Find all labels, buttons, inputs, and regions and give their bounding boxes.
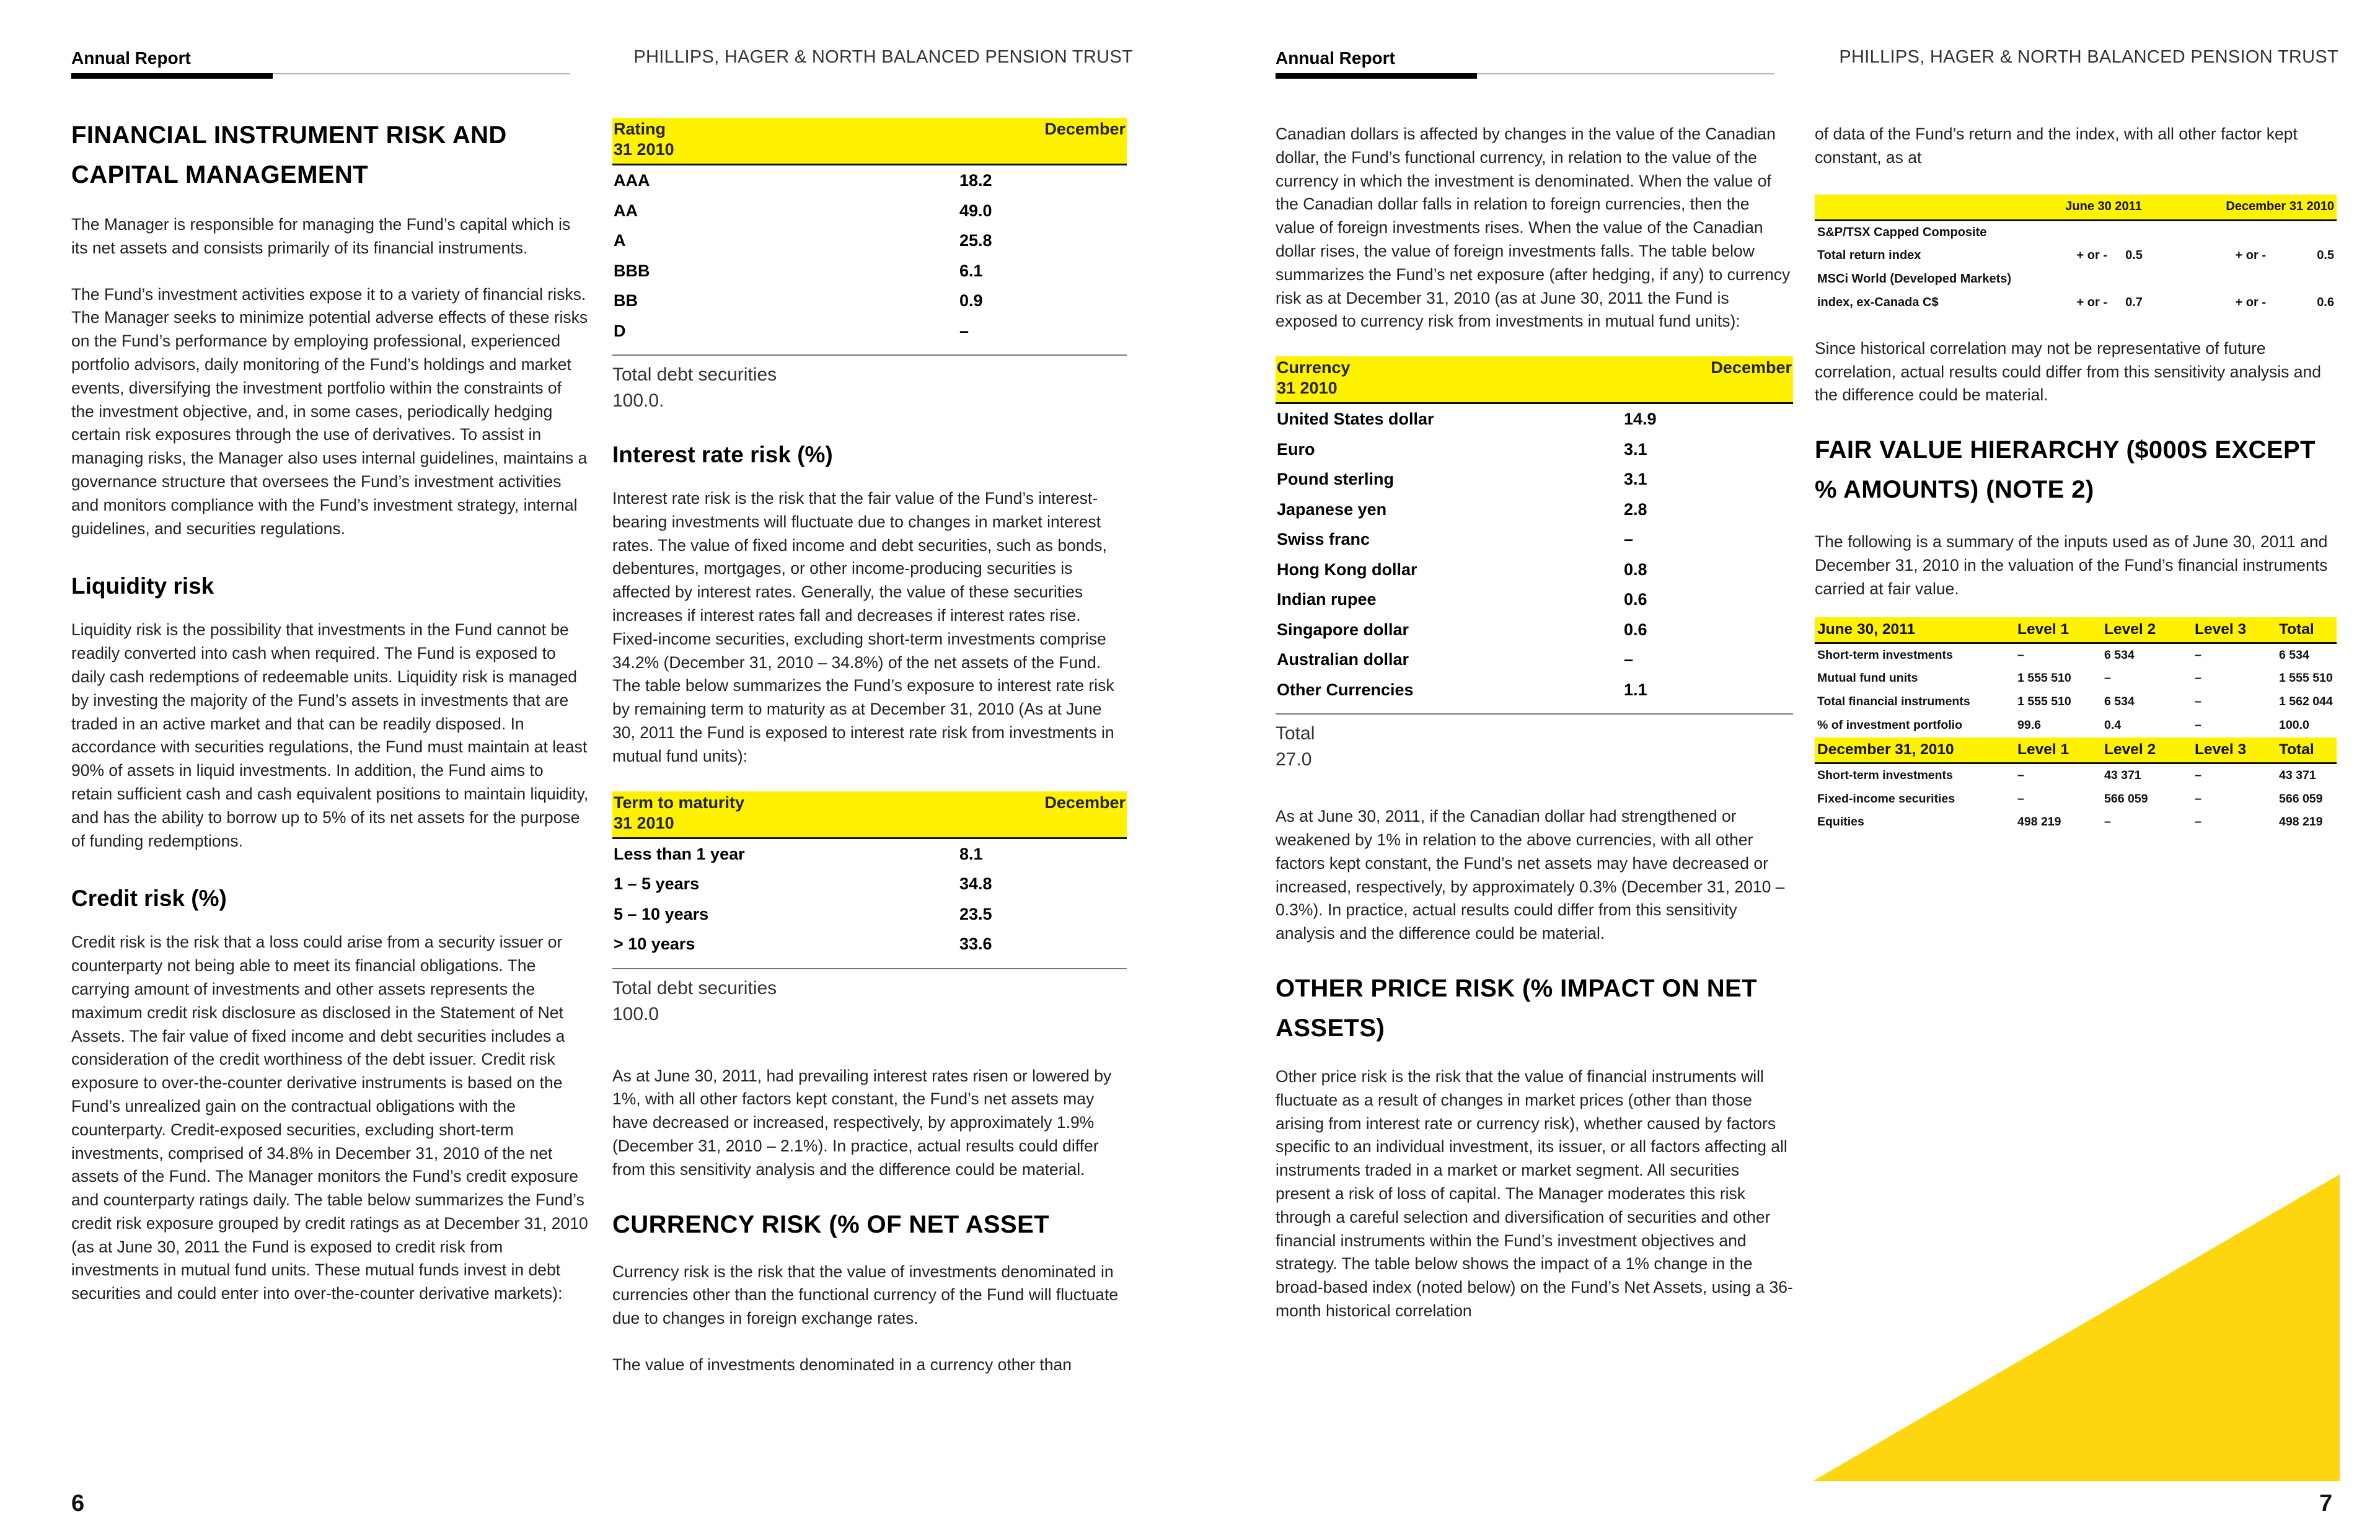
fv-cell: – <box>2195 791 2202 806</box>
index-value <box>2110 220 2158 244</box>
fv-cell: – <box>2104 815 2111 829</box>
fv-june-header <box>1815 617 2337 643</box>
header-rule-thin-left <box>273 73 570 74</box>
rating-value: – <box>959 321 969 340</box>
index-value <box>2268 268 2337 291</box>
fv-cell: 1 555 510 <box>2017 695 2071 709</box>
rating-label: BBB <box>614 261 650 280</box>
table-row <box>1276 584 1793 615</box>
fv-cell: Total financial instruments <box>1817 695 1970 709</box>
rating-value: 6.1 <box>959 261 983 280</box>
currency-header-label: Currency 31 2010 <box>1276 356 1522 403</box>
fv-header-level3: Level 3 <box>2192 617 2276 643</box>
table-row <box>1815 763 2337 787</box>
fv-header-total: Total <box>2276 737 2337 763</box>
table-end-rule <box>612 346 1127 355</box>
fv-cell: – <box>2195 671 2202 685</box>
index-pm <box>2158 268 2268 291</box>
table-row <box>1276 495 1793 525</box>
index-value: 0.5 <box>2317 249 2334 263</box>
table-row <box>612 929 1127 959</box>
table-end-rule <box>1276 705 1793 714</box>
currency-value: 14.9 <box>1624 410 1657 429</box>
column-1 <box>71 115 589 1329</box>
currency-label: Pound sterling <box>1277 470 1394 489</box>
header-rule-thick-right <box>1276 73 1477 79</box>
table-row <box>612 256 1127 286</box>
table-row <box>1815 220 2337 244</box>
fv-cell: 43 371 <box>2104 768 2141 782</box>
paragraph-index-intro: of data of the Fund’s return and the index, with all other factor kept constant, as at <box>1815 125 2298 167</box>
fv-dec-title: December 31, 2010 <box>1815 737 2015 763</box>
paragraph-interest: Interest rate risk is the risk that the fair value of the Fund’s interest-bearing investments will fluctuate due to changes in market interest rates. The value of fixed income and debt securities, such as bonds, debentures, mortgages, or other income-producing securities is affected by interest rates. Generally, the value of these securities increases if interest rates fall and decreases if interest rates rise. Fixed-income securities, excluding short-term investments comprise 34.2% (December 31, 2010 – 34.8%) of the net assets of the Fund. The table below summarizes the Fund’s exposure to interest rate risk by remaining term to maturity as at December 31, 2010 (As at June 30, 2011 the Fund is exposed to interest rate risk from investments in mutual fund units): <box>612 489 1114 765</box>
index-table-header <box>1815 195 2337 221</box>
paragraph-intro-2: The Fund’s investment activities expose it to a variety of financial risks. The Manager seeks to minimize potential adverse effects of these risks on the Fund’s performance by employing professional, experienced portfolio advisors, daily monitoring of the Fund’s holdings and market events, diversifying the investment portfolio within the constraints of the investment objective, and, in some cases, periodically hedging certain risk exposures through the use of derivatives. To assist in managing risks, the Manager also uses internal guidelines, maintains a governance structure that oversees the Fund’s investment activities and monitors compliance with the Fund’s investment strategy, internal guidelines, and securities regulations. <box>71 284 588 538</box>
currency-label: United States dollar <box>1277 410 1434 429</box>
table-row <box>612 286 1127 316</box>
rating-total-value: 100.0. <box>612 390 664 411</box>
rating-label: AAA <box>614 171 650 190</box>
table-row <box>1276 524 1793 555</box>
fv-cell: – <box>2195 648 2202 662</box>
rating-value: 49.0 <box>959 201 992 220</box>
index-value: 0.5 <box>2125 249 2143 263</box>
currency-label: Singapore dollar <box>1277 620 1409 639</box>
currency-value: 1.1 <box>1624 680 1647 699</box>
index-pm: + or - <box>2235 249 2266 263</box>
heading-fair-value-hierarchy: FAIR VALUE HIERARCHY ($000S EXCEPT % AMOUNTS) (NOTE 2) <box>1815 436 2316 504</box>
header-annual-report-right: Annual Report <box>1276 48 1395 68</box>
rating-total-label: Total debt securities <box>612 364 777 385</box>
column-3 <box>1276 123 1793 1346</box>
term-table-header <box>612 791 1127 838</box>
fair-value-table <box>1815 617 2337 835</box>
table-row <box>1815 291 2337 315</box>
term-value: 23.5 <box>959 904 992 923</box>
fv-header-total: Total <box>2276 617 2337 643</box>
table-row <box>1276 434 1793 465</box>
index-label: S&P/TSX Capped Composite <box>1817 225 1987 239</box>
fv-cell: – <box>2195 695 2202 709</box>
header-annual-report-left: Annual Report <box>71 48 191 68</box>
fv-header-level3: Level 3 <box>2192 737 2276 763</box>
index-pm: + or - <box>2076 295 2107 309</box>
heading-currency-risk: CURRENCY RISK (% OF NET ASSET <box>612 1210 1049 1238</box>
fv-cell: 566 059 <box>2104 791 2148 806</box>
term-value: 8.1 <box>959 844 983 863</box>
currency-label: Hong Kong dollar <box>1277 560 1417 579</box>
index-value: 0.7 <box>2125 295 2143 309</box>
page-number-left: 6 <box>71 1490 85 1516</box>
fv-header-level2: Level 2 <box>2102 617 2192 643</box>
table-row <box>612 226 1127 256</box>
fv-cell: – <box>2195 768 2202 782</box>
table-row <box>1276 404 1793 434</box>
table-row <box>1276 464 1793 495</box>
fv-cell: – <box>2104 671 2111 685</box>
paragraph-currency-2: The value of investments denominated in a currency other than <box>612 1355 1072 1374</box>
table-row <box>1815 690 2337 714</box>
currency-value: 3.1 <box>1624 439 1647 459</box>
currency-label: Swiss franc <box>1277 530 1370 549</box>
currency-label: Japanese yen <box>1277 499 1387 519</box>
table-row <box>612 316 1127 346</box>
index-value <box>2268 220 2337 244</box>
index-value <box>2110 268 2158 291</box>
fv-cell: Fixed-income securities <box>1817 791 1955 806</box>
paragraph-other-price: Other price risk is the risk that the value of financial instruments will fluctuate as a result of changes in market prices (other than those arising from interest rate or currency risk), whether caused by factors specific to an individual investment, its issuer, or all factors affecting all instruments traded in a market or market segment. All securities present a risk of loss of capital. The Manager moderates this risk through a careful selection and diversification of securities and other financial instruments within the Fund’s investment objectives and strategy. The table below shows the impact of a 1% change in the broad-based index (noted below) on the Fund’s Net Assets, using a 36-month historical correlation <box>1276 1067 1793 1320</box>
currency-label: Other Currencies <box>1277 680 1414 699</box>
page-number-right: 7 <box>2319 1490 2333 1516</box>
currency-value: 0.8 <box>1624 560 1647 579</box>
index-label: Total return index <box>1817 249 1921 263</box>
table-row <box>612 869 1127 899</box>
rating-value: 18.2 <box>959 171 992 190</box>
fv-cell: % of investment portfolio <box>1817 718 1962 732</box>
index-value: 0.6 <box>2317 295 2334 309</box>
table-end-rule <box>612 959 1127 969</box>
rating-label: D <box>614 321 626 340</box>
currency-table-body <box>1276 404 1793 715</box>
fv-cell: – <box>2195 815 2202 829</box>
table-row <box>1815 714 2337 737</box>
column-4 <box>1815 123 2337 834</box>
fv-cell: 6 534 <box>2104 648 2135 662</box>
table-row <box>1276 675 1793 705</box>
currency-value: 0.6 <box>1624 590 1647 609</box>
currency-value: 0.6 <box>1624 620 1647 639</box>
term-header-label: Term to maturity 31 2010 <box>612 791 929 838</box>
fv-cell: 1 555 510 <box>2017 671 2071 685</box>
term-header-december: December <box>929 791 1127 838</box>
fv-cell: 43 371 <box>2279 768 2316 782</box>
index-header-june: June 30 2011 <box>2049 195 2158 221</box>
currency-header-december: December <box>1522 356 1793 403</box>
fv-header-level1: Level 1 <box>2015 737 2102 763</box>
table-row <box>1815 667 2337 690</box>
section-title-financial-risk: FINANCIAL INSTRUMENT RISK AND CAPITAL MANAGEMENT <box>71 121 507 188</box>
fv-cell: 1 562 044 <box>2279 695 2333 709</box>
header-rule-thick-left <box>71 73 273 79</box>
rating-header-december: December <box>834 118 1127 165</box>
index-header-december: December 31 2010 <box>2158 195 2337 221</box>
currency-label: Euro <box>1277 439 1315 459</box>
table-row <box>1815 244 2337 268</box>
fv-cell: Equities <box>1817 815 1864 829</box>
fv-cell: – <box>2017 768 2024 782</box>
currency-value: – <box>1624 530 1634 549</box>
rating-label: A <box>614 231 626 250</box>
heading-liquidity-risk: Liquidity risk <box>71 573 214 599</box>
currency-value: 3.1 <box>1624 470 1647 489</box>
term-total-value: 100.0 <box>612 1003 659 1024</box>
fv-cell: 100.0 <box>2279 718 2309 732</box>
fv-header-level2: Level 2 <box>2102 737 2192 763</box>
heading-other-price-risk: OTHER PRICE RISK (% IMPACT ON NET ASSETS) <box>1276 974 1757 1042</box>
fv-cell: Mutual fund units <box>1817 671 1918 685</box>
table-row <box>612 196 1127 226</box>
fv-cell: 6 534 <box>2104 695 2135 709</box>
table-row <box>1815 788 2337 811</box>
rating-value: 25.8 <box>959 231 992 250</box>
decorative-yellow-triangle <box>1813 1174 2340 1484</box>
paragraph-currency-1: Currency risk is the risk that the value of investments denominated in currencies other than the functional currency of the Fund will fluctuate due to changes in foreign exchange rates. <box>612 1262 1119 1328</box>
paragraph-currency-3: Canadian dollars is affected by changes in the value of the Canadian dollar, the Fund’s functional currency, in relation to the value of the currency in which the investment is denominated. When the value of the Canadian dollar falls in relation to foreign currencies, then the value of foreign investments rises. When the value of the Canadian dollar rises, the value of foreign investments falls. The table below summarizes the Fund’s net exposure (after hedging, if any) to currency risk as at December 31, 2010 (as at June 30, 2011 the Fund is exposed to currency risk from investments in mutual fund units): <box>1276 125 1791 331</box>
fv-header-level1: Level 1 <box>2015 617 2102 643</box>
fv-cell: – <box>2017 791 2024 806</box>
rating-table-header <box>612 118 1127 165</box>
term-label: 1 – 5 years <box>614 874 700 894</box>
fv-cell: 99.6 <box>2017 718 2041 732</box>
paragraph-liquidity: Liquidity risk is the possibility that investments in the Fund cannot be readily converted into cash when required. The Fund is exposed to daily cash redemptions of redeemable units. Liquidity risk is managed by investing the majority of the Fund’s assets in investments that are traded in an active market and that can be readily disposed. In accordance with securities regulations, the Fund must maintain at least 90% of assets in liquid investments. In addition, the Fund aims to retain sufficient cash and cash equivalent positions to maintain liquidity, and has the ability to borrow up to 5% of its net assets for the purpose of funding redemptions. <box>71 620 589 850</box>
table-row <box>1276 615 1793 645</box>
fv-cell: – <box>2195 718 2202 732</box>
fv-cell: 1 555 510 <box>2279 671 2333 685</box>
currency-total-label: Total <box>1276 723 1315 744</box>
column-2 <box>612 118 1127 1400</box>
yellow-triangle-shape <box>1813 1174 2340 1481</box>
fv-cell: Short-term investments <box>1817 648 1953 662</box>
rating-table <box>612 118 1127 165</box>
rating-label: AA <box>614 201 638 220</box>
header-trust-name-right: PHILLIPS, HAGER & NORTH BALANCED PENSION TRUST <box>1839 47 2338 67</box>
table-row <box>612 839 1127 869</box>
term-label: 5 – 10 years <box>614 904 709 923</box>
table-row <box>612 165 1127 196</box>
index-pm <box>2049 268 2110 291</box>
table-row <box>1276 555 1793 585</box>
index-pm: + or - <box>2235 295 2266 309</box>
fv-cell: 498 219 <box>2279 815 2323 829</box>
heading-credit-risk: Credit risk (%) <box>71 886 227 912</box>
fv-cell: 566 059 <box>2279 791 2323 806</box>
fv-cell: – <box>2017 648 2024 662</box>
table-row <box>1815 811 2337 834</box>
currency-table <box>1276 356 1793 404</box>
table-row <box>1815 268 2337 291</box>
currency-label: Indian rupee <box>1277 590 1377 609</box>
currency-value: – <box>1624 650 1634 669</box>
currency-label: Australian dollar <box>1277 650 1409 669</box>
currency-table-header <box>1276 356 1793 403</box>
rating-header-label: Rating 31 2010 <box>612 118 834 165</box>
rating-value: 0.9 <box>959 291 983 310</box>
index-pm <box>2158 220 2268 244</box>
term-total-label: Total debt securities <box>612 977 777 998</box>
table-row <box>612 899 1127 930</box>
currency-total-value: 27.0 <box>1276 749 1312 770</box>
term-table-body <box>612 839 1127 969</box>
index-label: index, ex-Canada C$ <box>1817 295 1939 309</box>
term-table <box>612 791 1127 839</box>
paragraph-fair-value: The following is a summary of the inputs used as of June 30, 2011 and December 31, 2010 in the valuation of the Fund’s financial instruments carried at fair value. <box>1815 532 2328 598</box>
rating-table-body <box>612 165 1127 356</box>
fv-cell: Short-term investments <box>1817 768 1953 782</box>
header-trust-name-left: PHILLIPS, HAGER & NORTH BALANCED PENSION TRUST <box>633 47 1133 67</box>
paragraph-currency-4: As at June 30, 2011, if the Canadian dollar had strengthened or weakened by 1% in relation to the above currencies, with all other factors kept constant, the Fund’s net assets may have decreased or increased, respectively, by approximately 0.3% (December 31, 2010 – 0.3%). In practice, actual results could differ from this sensitivity analysis and the difference could be material. <box>1276 807 1785 943</box>
fv-cell: 6 534 <box>2279 648 2309 662</box>
paragraph-interest-2: As at June 30, 2011, had prevailing interest rates risen or lowered by 1%, with all other factors kept constant, the Fund’s net assets may have decreased or increased, respectively, by approximately 1.9% (December 31, 2010 – 2.1%). In practice, actual results could differ from this sensitivity analysis and the difference could be material. <box>612 1066 1112 1179</box>
paragraph-correlation: Since historical correlation may not be representative of future correlation, actual results could differ from this sensitivity analysis and the difference could be material. <box>1815 338 2321 405</box>
index-pm: + or - <box>2076 249 2107 263</box>
fv-dec-header <box>1815 737 2337 763</box>
term-label: Less than 1 year <box>614 844 745 863</box>
table-row <box>1815 643 2337 667</box>
currency-value: 2.8 <box>1624 499 1647 519</box>
paragraph-credit: Credit risk is the risk that a loss could arise from a security issuer or counterparty not being able to meet its financial obligations. The carrying amount of investments and other assets represents the maximum credit risk disclosure as disclosed in the Statement of Net Assets. The fair value of fixed income and debt securities includes a consideration of the credit worthiness of the debt issuer. Credit risk exposure to over-the-counter derivative instruments is based on the Fund’s unrealized gain on the contractual obligations with the counterparty. Credit-exposed securities, excluding short-term investments, comprised of 34.8% in December 31, 2010 of the net assets of the Fund. The Manager monitors the Fund’s credit exposure and counterparty ratings daily. The table below summarizes the Fund’s credit risk exposure grouped by credit ratings as at December 31, 2010 (as at June 30, 2011 the Fund is exposed to credit risk from investments in mutual fund units. These mutual funds invest in debt securities and could enter into over-the-counter derivative markets): <box>71 933 588 1303</box>
fv-june-title: June 30, 2011 <box>1815 617 2015 643</box>
fv-cell: 0.4 <box>2104 718 2122 732</box>
rating-label: BB <box>614 291 638 310</box>
index-pm <box>2049 220 2110 244</box>
paragraph-intro-1: The Manager is responsible for managing the Fund’s capital which is its net assets and consists primarily of its financial instruments. <box>71 215 571 257</box>
heading-interest-rate-risk: Interest rate risk (%) <box>612 442 833 467</box>
term-value: 33.6 <box>959 935 992 954</box>
table-row <box>1276 645 1793 675</box>
index-label: MSCi World (Developed Markets) <box>1817 272 2012 286</box>
index-sensitivity-table <box>1815 195 2337 315</box>
fv-cell: 498 219 <box>2017 815 2061 829</box>
term-label: > 10 years <box>614 935 695 954</box>
term-value: 34.8 <box>959 874 992 894</box>
header-rule-thin-right <box>1477 73 1774 74</box>
